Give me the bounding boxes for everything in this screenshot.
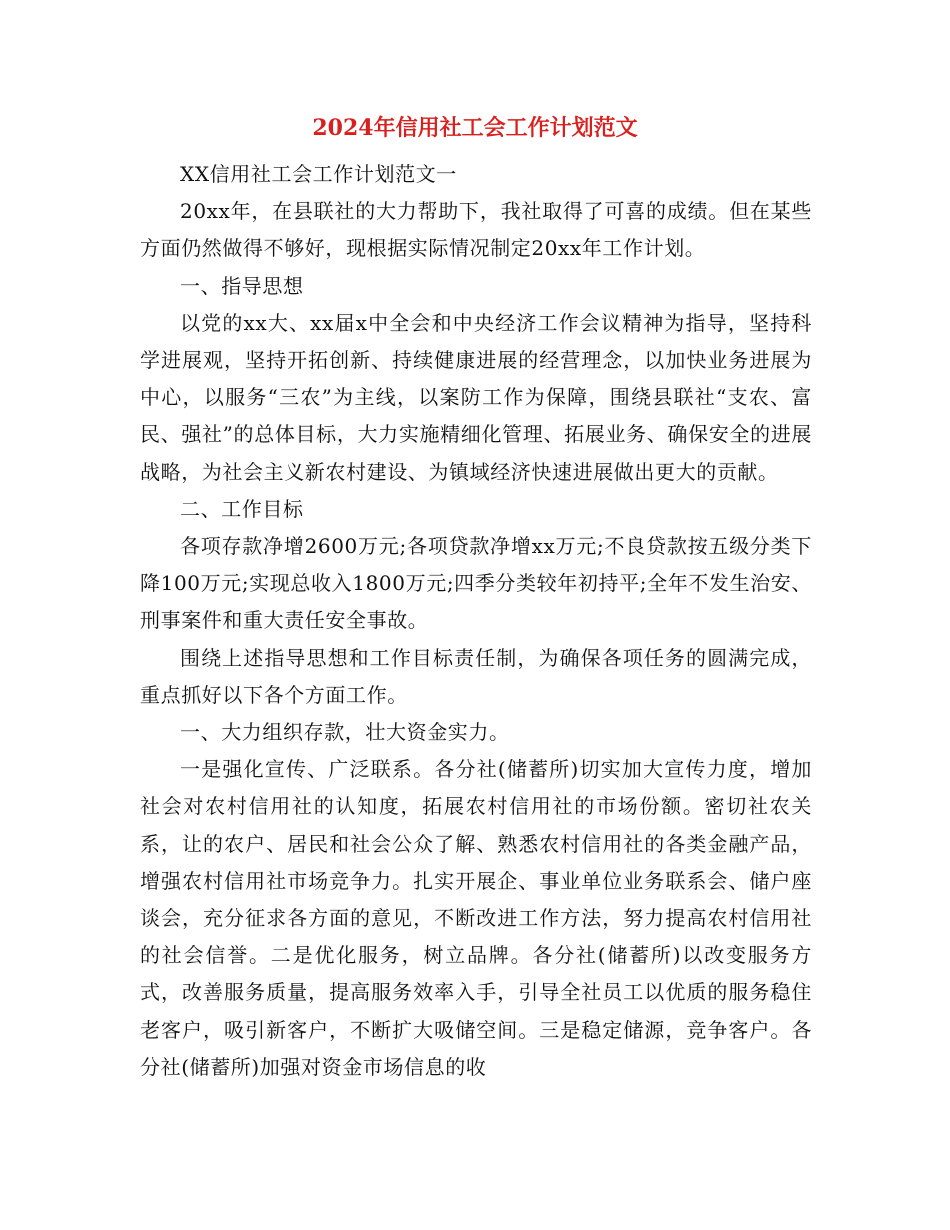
- paragraph-work-goals: 各项存款净增2600万元;各项贷款净增xx万元;不良贷款按五级分类下降100万元;实现总收入1800万元;四季分类较年初持平;全年不发生治安、刑事案件和重大责任安全事故。: [140, 534, 812, 633]
- paragraph-intro: 20xx年，在县联社的大力帮助下，我社取得了可喜的成绩。但在某些方面仍然做得不够好，现根据实际情况制定20xx年工作计划。: [140, 199, 812, 261]
- paragraph-deposits: 一是强化宣传、广泛联系。各分社(储蓄所)切实加大宣传力度，增加社会对农村信用社的认知度，拓展农村信用社的市场份额。密切社农关系，让的农户、居民和社会公众了解、熟悉农村信用社的各类金融产品，增强农村信用社市场竞争力。扎实开展企、事业单位业务联系会、储户座谈会，充分征求各方面的意见，不断改进工作方法，努力提高农村信用社的社会信誉。二是优化服务，树立品牌。各分社(储蓄所)以改变服务方式，改善服务质量，提高服务效率入手，引导全社员工以优质的服务稳住老客户，吸引新客户，不断扩大吸储空间。三是稳定储源，竞争客户。各分社(储蓄所)加强对资金市场信息的收: [140, 757, 812, 1079]
- heading-deposits: 一、大力组织存款，壮大资金实力。: [180, 720, 510, 745]
- paragraph-guiding-ideology: 以党的xx大、xx届x中全会和中央经济工作会议精神为指导，坚持科学进展观，坚持开拓创新、持续健康进展的经营理念，以加快业务进展为中心，以服务“三农”为主线，以案防工作为保障，围绕县联社“支农、富民、强社”的总体目标，大力实施精细化管理、拓展业务、确保安全的进展战略，为社会主义新农村建设、为镇域经济快速进展做出更大的贡献。: [140, 310, 812, 484]
- heading-guiding-ideology: 一、指导思想: [180, 273, 304, 298]
- heading-work-goals: 二、工作目标: [180, 496, 304, 521]
- document-body: [140, 156, 812, 1086]
- paragraph-summary: 围绕上述指导思想和工作目标责任制，为确保各项任务的圆满完成，重点抓好以下各个方面工作。: [140, 645, 812, 707]
- paragraph-subtitle: XX信用社工会工作计划范文一: [180, 162, 457, 186]
- document-title: 2024年信用社工会工作计划范文: [312, 115, 638, 141]
